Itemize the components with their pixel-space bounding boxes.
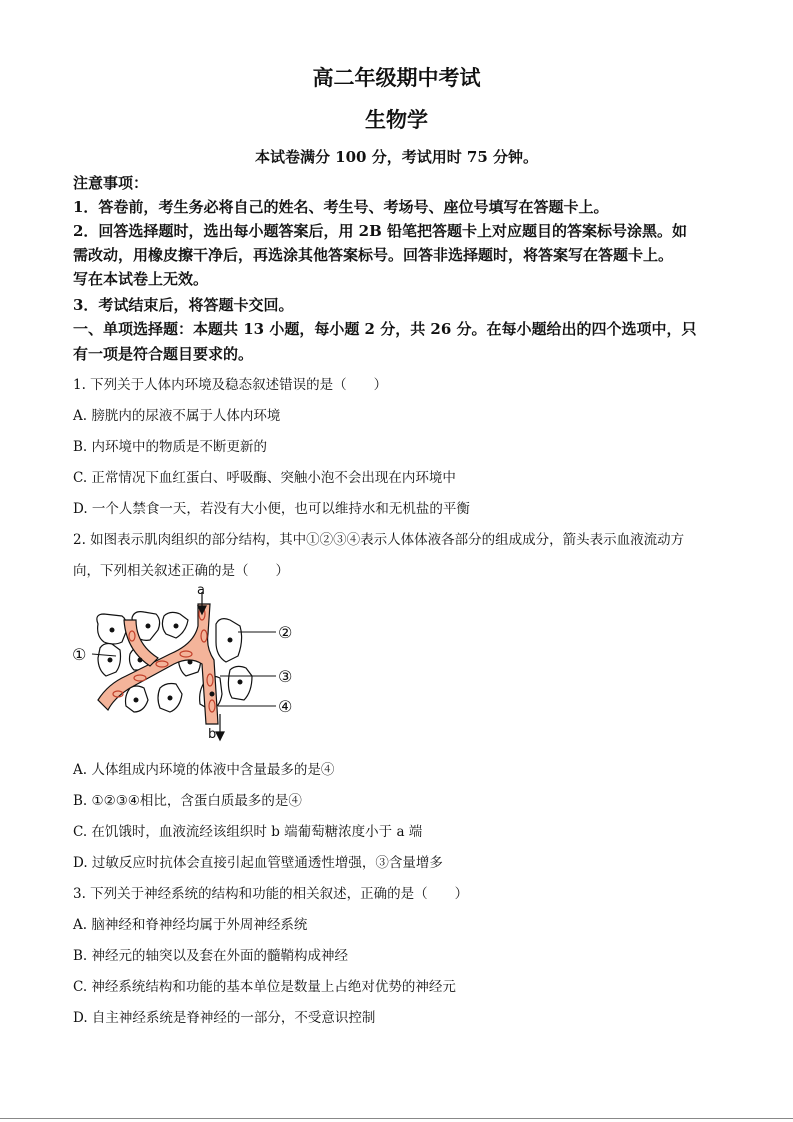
cell-nucleus — [108, 658, 113, 663]
q3-option-c: C. 神经系统结构和功能的基本单位是数量上占绝对优势的神经元 — [73, 979, 456, 995]
cell-nucleus — [146, 624, 151, 629]
q1-option-b: B. 内环境中的物质是不断更新的 — [73, 439, 268, 455]
cell-nucleus — [134, 698, 139, 703]
q1-option-d: D. 一个人禁食一天，若没有大小便，也可以维持水和无机盐的平衡 — [73, 501, 470, 517]
q3-option-b: B. 神经元的轴突以及套在外面的髓鞘构成神经 — [73, 948, 349, 964]
q1-option-a: A. 膀胱内的尿液不属于人体内环境 — [73, 408, 281, 424]
q2-option-a: A. 人体组成内环境的体液中含量最多的是④ — [73, 762, 335, 778]
label-b: b — [208, 727, 217, 742]
note-1: 1．答卷前，考生务必将自己的姓名、考生号、考场号、座位号填写在答题卡上。 — [73, 198, 609, 216]
cell-nucleus — [210, 692, 215, 697]
notes-heading: 注意事项： — [73, 174, 149, 192]
q3-stem: 3. 下列关于神经系统的结构和功能的相关叙述，正确的是（ ） — [73, 886, 469, 902]
label-a: a — [197, 584, 205, 598]
label-3: ③ — [278, 667, 293, 686]
cell-nucleus — [228, 638, 233, 643]
q2-option-b: B. ①②③④相比，含蛋白质最多的是④ — [73, 793, 302, 809]
cell-nucleus — [110, 628, 115, 633]
label-4: ④ — [278, 697, 293, 716]
note-2-line1: 2．回答选择题时，选出每小题答案后，用 2B 铅笔把答题卡上对应题目的答案标号涂黑。如 — [73, 222, 688, 240]
q2-option-d: D. 过敏反应时抗体会直接引起血管壁通透性增强，③含量增多 — [73, 855, 443, 871]
q1-option-c: C. 正常情况下血红蛋白、呼吸酶、突触小泡不会出现在内环境中 — [73, 470, 456, 486]
page-bottom-rule — [0, 1118, 793, 1119]
section1-line2: 有一项是符合题目要求的。 — [73, 345, 254, 363]
q2-option-c: C. 在饥饿时，血液流经该组织时 b 端葡萄糖浓度小于 a 端 — [73, 824, 423, 840]
q3-option-a: A. 脑神经和脊神经均属于外周神经系统 — [73, 917, 308, 933]
exam-title: 高二年级期中考试 — [312, 66, 481, 90]
label-1: ① — [72, 645, 87, 664]
label-2: ② — [278, 623, 293, 642]
cell-nucleus — [168, 696, 173, 701]
arrowhead-b — [216, 732, 224, 740]
exam-info: 本试卷满分 100 分，考试用时 75 分钟。 — [254, 148, 539, 166]
cell-nucleus — [138, 658, 143, 663]
note-2-line2: 需改动，用橡皮擦干净后，再选涂其他答案标号。回答非选择题时，将答案写在答题卡上。 — [73, 246, 674, 264]
muscle-tissue-diagram — [70, 584, 310, 744]
note-2-line3: 写在本试卷上无效。 — [73, 270, 209, 288]
cell-nucleus — [238, 680, 243, 685]
subject-title: 生物学 — [365, 108, 428, 132]
q2-stem-line1: 2. 如图表示肌肉组织的部分结构，其中①②③④表示人体体液各部分的组成成分，箭头表示血液流动方 — [73, 532, 685, 548]
note-3: 3．考试结束后，将答题卡交回。 — [73, 296, 294, 314]
q3-option-d: D. 自主神经系统是脊神经的一部分，不受意识控制 — [73, 1010, 376, 1026]
section1-line1: 一、单项选择题：本题共 13 小题，每小题 2 分，共 26 分。在每小题给出的四个选项中，只 — [73, 320, 697, 338]
cell-nucleus — [174, 624, 179, 629]
q1-stem: 1. 下列关于人体内环境及稳态叙述错误的是（ ） — [73, 377, 388, 393]
cell-nucleus — [188, 660, 193, 665]
q2-stem-line2: 向，下列相关叙述正确的是（ ） — [73, 563, 289, 579]
